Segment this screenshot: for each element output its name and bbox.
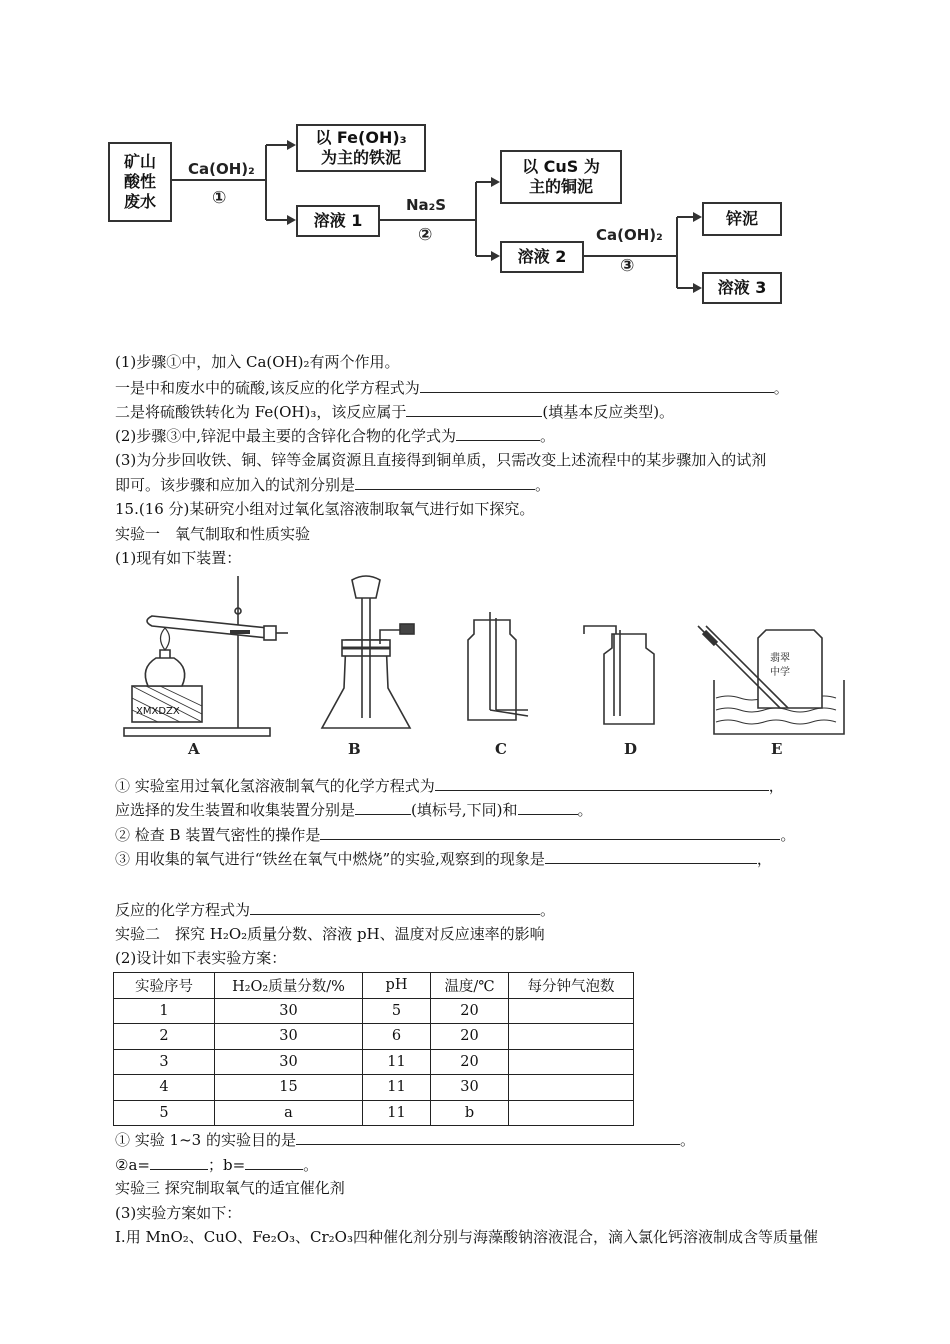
apparatus-label-e: E (771, 740, 783, 758)
answer-blank[interactable] (355, 799, 411, 815)
zinc-mud-box: 锌泥 (702, 202, 782, 236)
table-cell: 3 (114, 1049, 215, 1075)
reagent-1-label: Ca(OH)₂ (188, 160, 255, 178)
q15-1-b (115, 799, 593, 820)
punctuation: 。 (773, 379, 789, 397)
experiment-3-title: 实验三 探究制取氧气的适宜催化剂 (115, 1179, 345, 1197)
apparatus-label-a: A (188, 740, 200, 758)
table-cell: a (215, 1100, 363, 1126)
flowchart-arrows (104, 120, 794, 308)
table-row (114, 1049, 634, 1075)
table-header: 实验序号 (114, 973, 215, 999)
answer-blank[interactable] (250, 899, 540, 915)
table-cell: b (431, 1100, 509, 1126)
answer-blank[interactable] (435, 775, 769, 791)
acidic-wastewater-box: 矿山 酸性 废水 (108, 142, 172, 222)
table-cell-blank[interactable] (509, 1024, 634, 1050)
punctuation: 。 (780, 826, 796, 844)
table-cell: 30 (215, 1049, 363, 1075)
q15-1-b-text: 应选择的发生装置和收集装置分别是 (115, 801, 356, 819)
experiment-table (113, 972, 634, 1126)
punctuation: ， (768, 777, 784, 795)
table-header: 每分钟气泡数 (509, 973, 634, 999)
table-cell: 5 (114, 1100, 215, 1126)
step-3-label: ③ (620, 256, 635, 276)
table-cell: 11 (363, 1049, 431, 1075)
experiment-1-q1: (1)现有如下装置： (115, 549, 242, 567)
q15-1-e (115, 899, 555, 920)
q15-1-d (115, 848, 772, 869)
table-cell: 2 (114, 1024, 215, 1050)
punctuation: 。 (540, 901, 556, 919)
experiment-3-q3: (3)实验方案如下： (115, 1204, 242, 1222)
table-row (114, 1024, 634, 1050)
answer-blank[interactable] (355, 474, 535, 490)
answer-blank[interactable] (545, 848, 757, 864)
q15-2-b (115, 1154, 318, 1175)
table-cell: 20 (431, 1024, 509, 1050)
table-row (114, 1075, 634, 1101)
apparatus-label-d: D (624, 740, 638, 758)
copper-mud-box: 以 CuS 为 主的铜泥 (500, 150, 622, 204)
q15-1-e-text: 反应的化学方程式为 (115, 901, 251, 919)
watermark-text: 翡翠 中学 (770, 653, 790, 678)
apparatus-figure (118, 568, 848, 758)
answer-blank[interactable] (518, 799, 578, 815)
punctuation: 。 (577, 801, 593, 819)
table-cell-blank[interactable] (509, 1075, 634, 1101)
table-row (114, 1100, 634, 1126)
q14-part3-line2-text: 即可。该步骤和应加入的试剂分别是 (115, 476, 356, 494)
table-header: H₂O₂质量分数/% (215, 973, 363, 999)
q14-part1-first-use-text: 一是中和废水中的硫酸,该反应的化学方程式为 (115, 379, 420, 397)
apparatus-drawing (118, 568, 848, 758)
q15-1-b-mid: (填标号,下同)和 (411, 801, 518, 819)
table-cell: 30 (215, 1024, 363, 1050)
experiment-3-text: I.用 MnO₂、CuO、Fe₂O₃、Cr₂O₃四种催化剂分别与海藻酸钠溶液混合，滴入氯化钙溶液制成含等质量催 (115, 1228, 818, 1246)
experiment-2-title: 实验二 探究 H₂O₂质量分数、溶液 pH、温度对反应速率的影响 (115, 925, 545, 943)
reagent-3-label: Ca(OH)₂ (596, 226, 663, 244)
table-header: 温度/℃ (431, 973, 509, 999)
table-cell: 20 (431, 998, 509, 1024)
q15-2-b-b-label: ；b= (207, 1156, 246, 1174)
table-cell: 30 (431, 1075, 509, 1101)
q15-header: 15.(16 分)某研究小组对过氧化氢溶液制取氧气进行如下探究。 (115, 500, 535, 518)
q14-part1-second-use-text: 二是将硫酸铁转化为 Fe(OH)₃，该反应属于 (115, 403, 407, 421)
answer-blank[interactable] (406, 401, 542, 417)
experiment-2-q2: (2)设计如下表实验方案： (115, 949, 287, 967)
q14-part3-line1: (3)为分步回收铁、铜、锌等金属资源且直接得到铜单质，只需改变上述流程中的某步骤加入的试剂 (115, 451, 767, 469)
q14-part1-first-use (115, 377, 789, 398)
q15-1-a-text: ① 实验室用过氧化氢溶液制氧气的化学方程式为 (115, 777, 435, 795)
table-cell-blank[interactable] (509, 998, 634, 1024)
heating-block-text: XMXDZX (136, 706, 180, 717)
table-cell: 20 (431, 1049, 509, 1075)
table-cell: 1 (114, 998, 215, 1024)
iron-mud-box: 以 Fe(OH)₃ 为主的铁泥 (296, 124, 426, 172)
q14-part3-line2 (115, 474, 550, 495)
reagent-2-label: Na₂S (406, 196, 447, 214)
apparatus-label-c: C (495, 740, 507, 758)
q15-1-a (115, 775, 784, 796)
table-row (114, 998, 634, 1024)
table-cell: 11 (363, 1075, 431, 1101)
table-cell: 6 (363, 1024, 431, 1050)
punctuation: ， (756, 850, 772, 868)
answer-blank[interactable] (296, 1129, 680, 1145)
q15-2-a-text: ① 实验 1~3 的实验目的是 (115, 1131, 296, 1149)
q14-part2 (115, 425, 555, 446)
apparatus-label-b: B (348, 740, 361, 758)
answer-blank[interactable] (456, 425, 540, 441)
table-cell-blank[interactable] (509, 1049, 634, 1075)
answer-blank-b[interactable] (245, 1154, 303, 1170)
punctuation: 。 (303, 1156, 319, 1174)
q14-part2-text: (2)步骤③中,锌泥中最主要的含锌化合物的化学式为 (115, 427, 457, 445)
step-1-label: ① (212, 188, 227, 208)
q14-part1-intro: (1)步骤①中，加入 Ca(OH)₂有两个作用。 (115, 353, 400, 371)
table-cell-blank[interactable] (509, 1100, 634, 1126)
solution-2-box: 溶液 2 (500, 241, 584, 273)
table-header-row (114, 973, 634, 999)
q15-1-c (115, 824, 795, 845)
answer-blank[interactable] (320, 824, 780, 840)
answer-blank[interactable] (420, 377, 774, 393)
solution-3-box: 溶液 3 (702, 272, 782, 304)
table-cell: 15 (215, 1075, 363, 1101)
table-header: pH (363, 973, 431, 999)
solution-1-box: 溶液 1 (296, 205, 380, 237)
punctuation: 。 (535, 476, 551, 494)
q14-part1-second-use (115, 401, 674, 422)
q15-2-a (115, 1129, 695, 1150)
punctuation: 。 (679, 1131, 695, 1149)
table-cell: 5 (363, 998, 431, 1024)
punctuation: 。 (540, 427, 556, 445)
q15-1-c-text: ② 检查 B 装置气密性的操作是 (115, 826, 321, 844)
hint: (填基本反应类型)。 (542, 403, 675, 421)
q15-2-b-a-label: ②a= (115, 1156, 150, 1174)
experiment-1-title: 实验一 氧气制取和性质实验 (115, 525, 311, 543)
table-cell: 11 (363, 1100, 431, 1126)
table-cell: 30 (215, 998, 363, 1024)
answer-blank-a[interactable] (150, 1154, 208, 1170)
table-cell: 4 (114, 1075, 215, 1101)
process-flowchart (104, 120, 794, 308)
q15-1-d-text: ③ 用收集的氧气进行“铁丝在氧气中燃烧”的实验,观察到的现象是 (115, 850, 545, 868)
step-2-label: ② (418, 225, 433, 245)
